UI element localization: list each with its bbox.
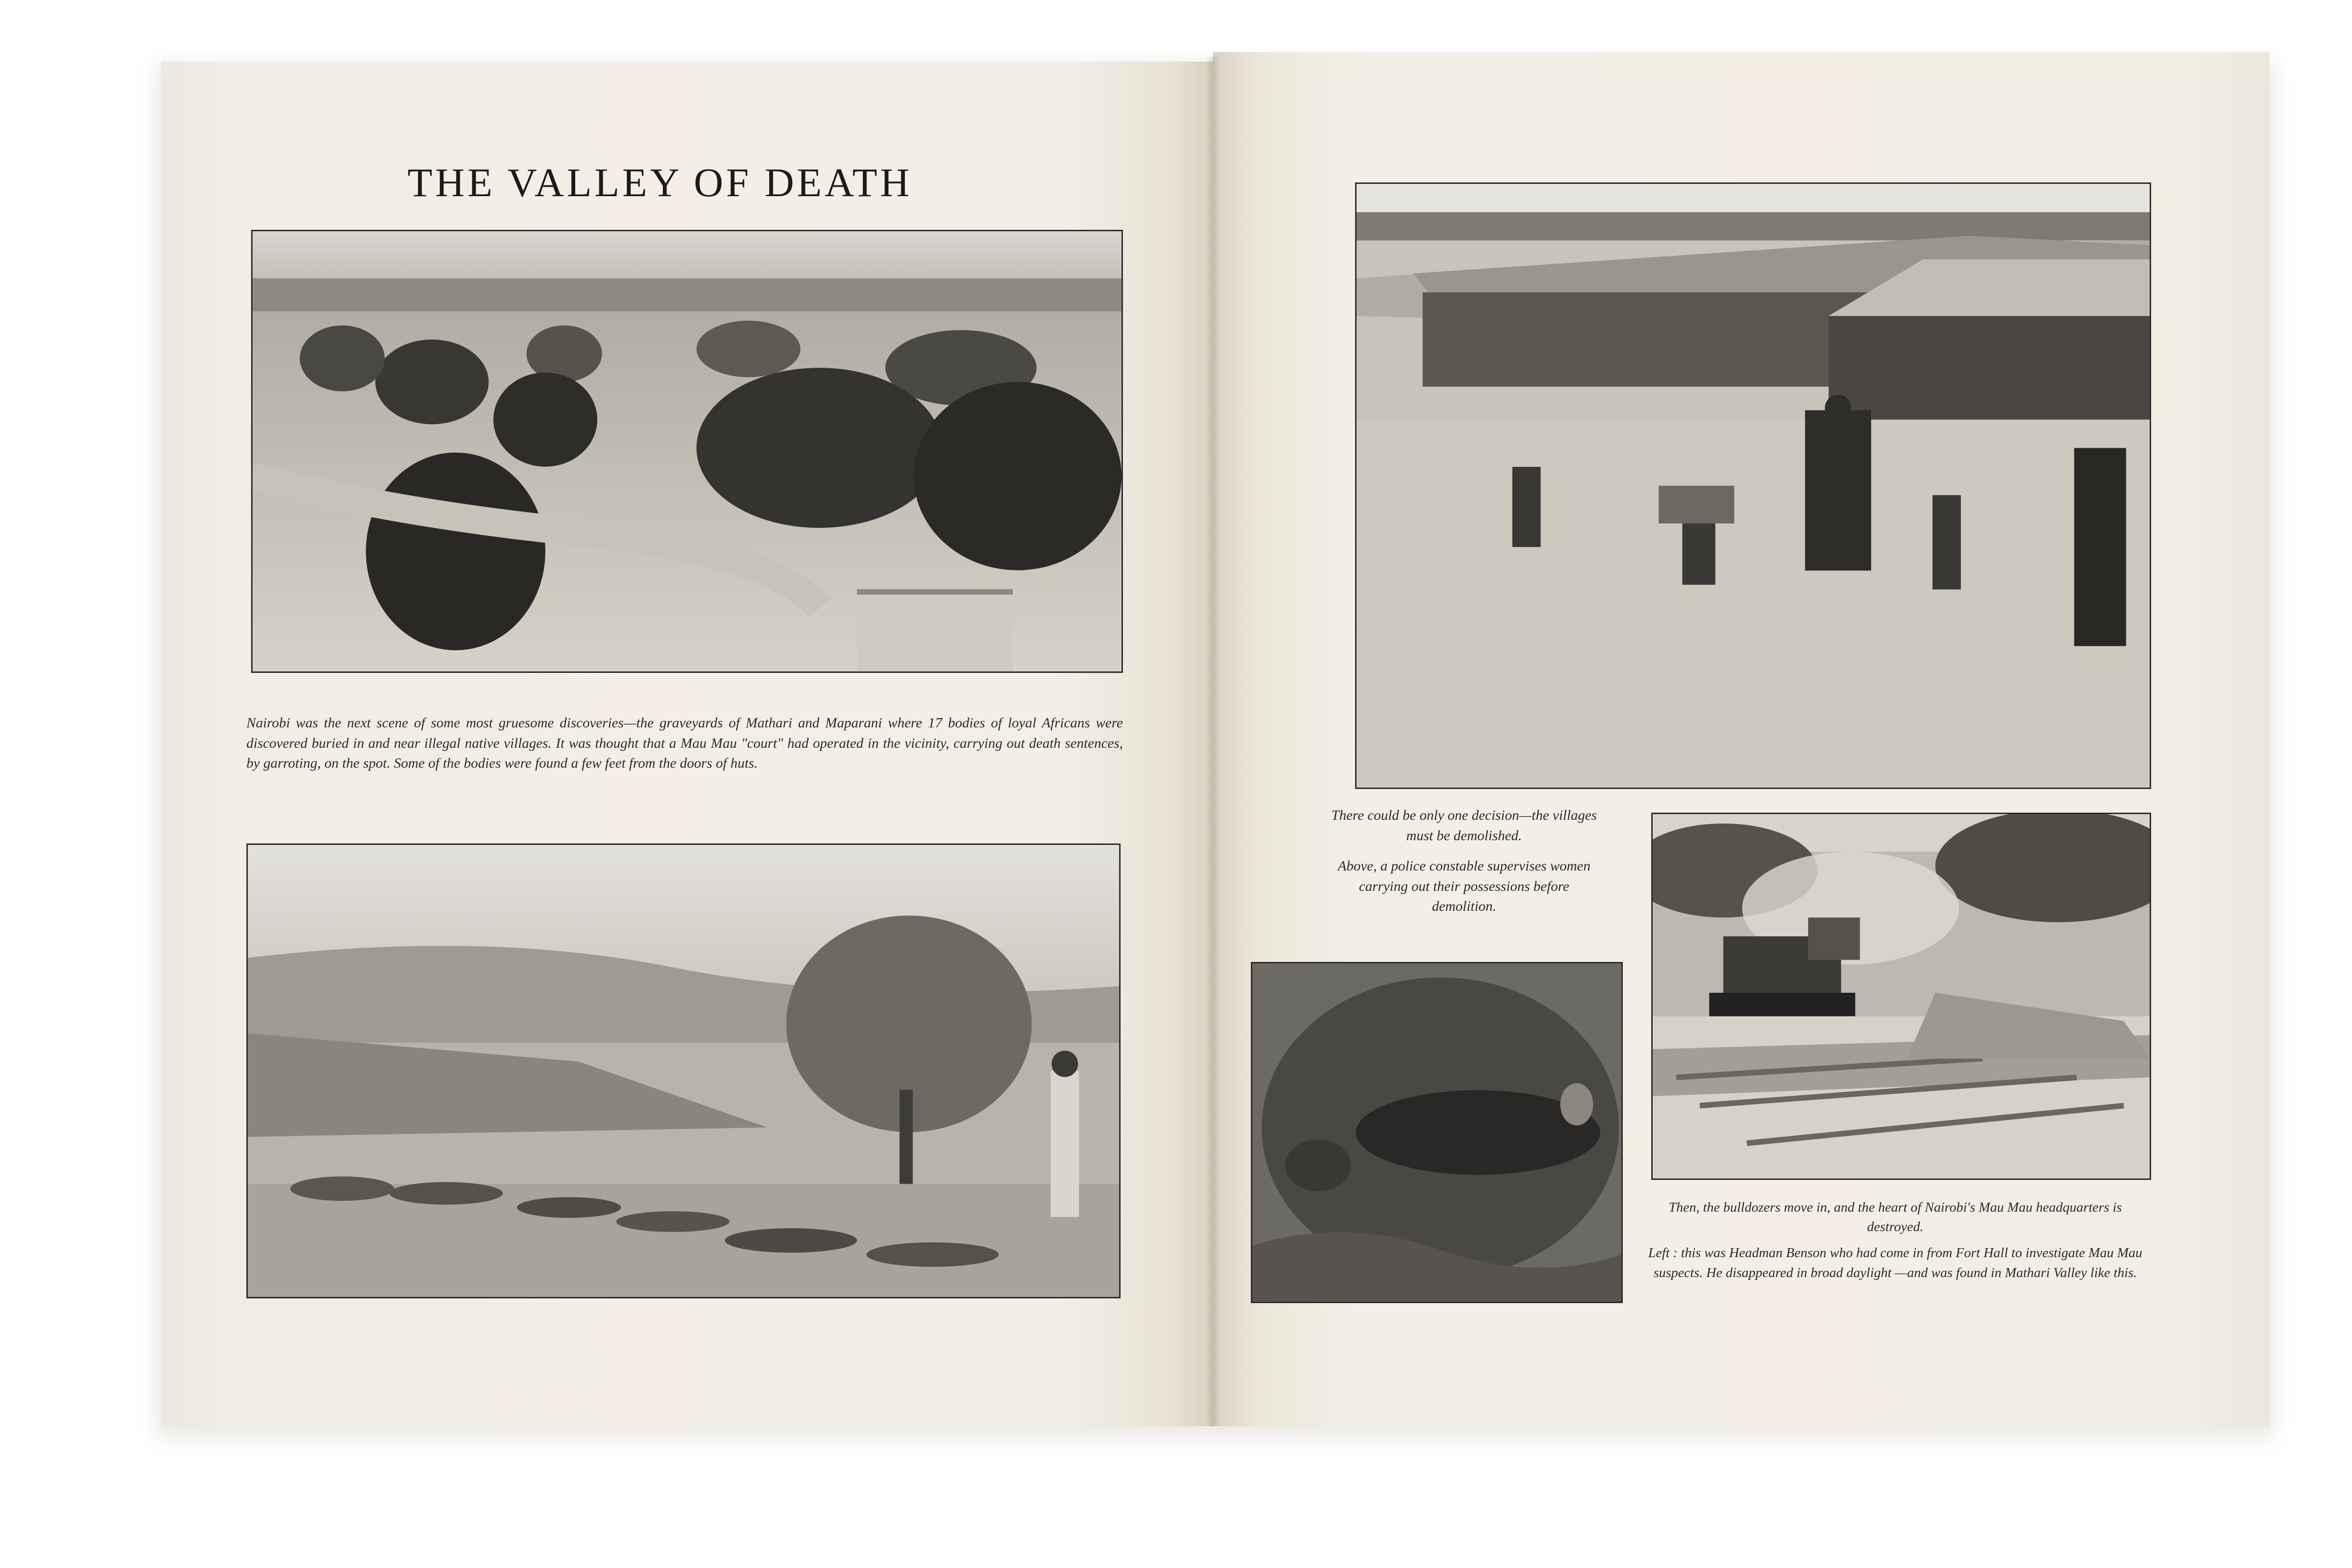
photo-headman-body bbox=[1251, 962, 1623, 1303]
photo-valley-landscape bbox=[251, 230, 1123, 673]
photo-bodies-in-field bbox=[246, 843, 1121, 1298]
caption-demolition-line-1: There could be only one decision—the villages must be demolished. bbox=[1331, 807, 1597, 843]
caption-bulldozer bbox=[1639, 1198, 2151, 1289]
photo-bulldozer bbox=[1651, 813, 2151, 1180]
caption-bulldozer-line-2: Left : this was Headman Benson who had come in from Fort Hall to investigate Mau Mau suspects. He disappeared in broad daylight —and was found in Mathari Valley like this. bbox=[1648, 1245, 2143, 1280]
caption-demolition bbox=[1327, 806, 1601, 927]
page-title: THE VALLEY OF DEATH bbox=[407, 160, 913, 205]
photo-village-huts bbox=[1355, 182, 2151, 789]
caption-demolition-line-2: Above, a police constable supervises women carrying out their possessions before demolition. bbox=[1338, 858, 1591, 915]
book-gutter bbox=[1206, 57, 1220, 1426]
caption-bulldozer-line-1: Then, the bulldozers move in, and the heart of Nairobi's Mau Mau headquarters is destroyed. bbox=[1668, 1200, 2122, 1235]
caption-valley: Nairobi was the next scene of some most gruesome discoveries—the graveyards of Mathari and Maparani where 17 bodies of loyal Africans were discovered buried in and near illegal native villages. It was thought that a Mau Mau "court" had operated in the vicinity, carrying out death sentences, by garroting, on the spot. Some of the bodies were found a few feet from the doors of huts. bbox=[246, 715, 1123, 771]
